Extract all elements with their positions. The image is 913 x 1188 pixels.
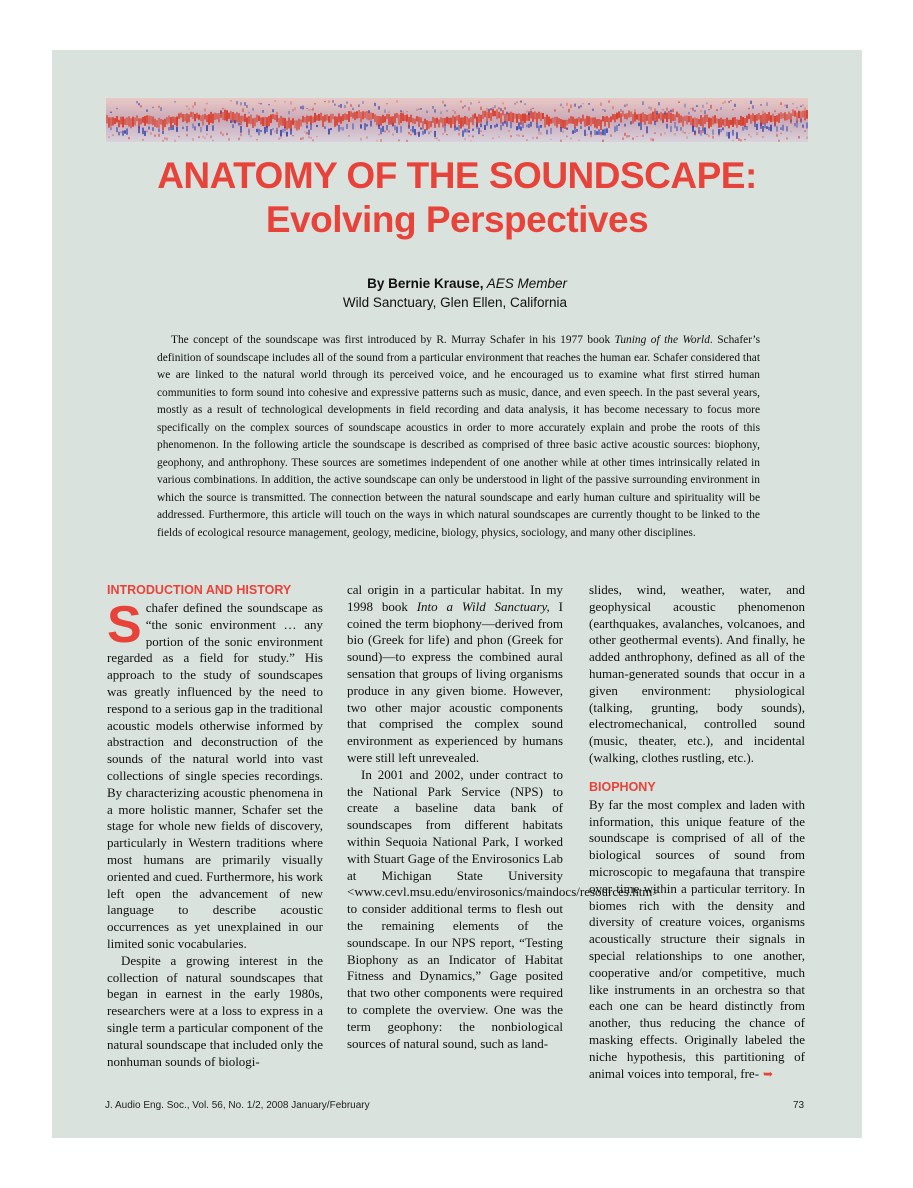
article-title [52, 154, 862, 242]
drop-cap: S [107, 596, 142, 654]
author-membership: AES Member [483, 276, 567, 291]
intro-paragraph-1: chafer defined the soundscape as “the sonic environment … any portion of the sonic environment regarded as a field for study.” His approach to the study of soundscapes was greatly influenced by the need to respond to a serious gap in the traditional acoustic models otherwise informed by abstraction and deconstruction of the sounds of the natural world into vast collections of single species recordings. By characterizing acoustic phenomena in a more holistic manner, Schafer set the stage for whole new fields of discovery, particularly in Western traditions where most humans are primarily visually oriented and cued. Furthermore, his work left open the advancement of new language to describe acoustic occurrences as yet unexplained in our limited sonic vocabularies. [107, 600, 323, 951]
section-heading-introduction: INTRODUCTION AND HISTORY [107, 583, 292, 597]
byline [52, 274, 567, 312]
paragraph [347, 582, 563, 767]
col2-paragraph-1a: cal origin in a particular habitat. In my 1998 book [347, 582, 563, 614]
column-1 [107, 582, 323, 1070]
paragraph [107, 596, 323, 953]
column-3 [589, 582, 805, 1082]
page-number: 73 [793, 1100, 805, 1111]
col3-paragraph-1: slides, wind, weather, water, and geophysical acoustic phenomenon (earthquakes, avalanches, volcanoes, and other geothermal events). And finally, he added anthrophony, defined as all of the human-generated sounds that occur in a given environment: physiological (talking, grunting, body sounds), electromechanical, controlled sound (music, theater, etc.), and incidental (walking, clothes rustling, etc.). [589, 582, 805, 765]
paragraph [589, 797, 805, 1083]
abstract-part-2: . Schafer’s definition of soundscape includes all of the sound from a particular environment that reaches the human ear. Schafer considered that we are linked to the natural world through its perceived voice, and he encouraged us to examine what first stirred human communities to form sound into cohesive and expressive patterns such as music, dance, and even speech. In the past several years, mostly as a result of technological developments in field recording and data analysis, it has become necessary to focus more specifically on the complex sources of soundscape acoustics in order to more accurately explain and probe the roots of this phenomenon. In the following article the soundscape is described as comprised of three basic active acoustic sources: biophony, geophony, and anthrophony. These sources are sometimes independent of one another while at other times intrinsically related in various combinations. In addition, the active soundscape can only be understood in light of the passive surrounding environment in which the source is transmitted. The connection between the natural soundscape and early human culture and spirituality will be addressed. Furthermore, this article will touch on the ways in which natural soundscapes are currently thought to be linked to the fields of ecological resource management, geology, medicine, biology, physics, sociology, and many other disciplines. [157, 334, 761, 539]
by-prefix: By [367, 276, 389, 291]
col2-book-title: Into a Wild Sanctuary, [416, 598, 550, 614]
abstract-part-1: The concept of the soundscape was first introduced by R. Murray Schafer in his 1977 book [171, 334, 615, 346]
section-heading-biophony: BIOPHONY [589, 779, 656, 794]
author-name: Bernie Krause, [388, 276, 484, 291]
footer-citation: J. Audio Eng. Soc., Vol. 56, No. 1/2, 2008 January/February [105, 1100, 370, 1111]
column-2 [347, 582, 660, 1052]
spectrogram-banner [106, 98, 808, 142]
col2-paragraph-1b: I coined the term biophony—derived from bio (Greek for life) and phon (Greek for sound)—to express the combined aural sensation that groups of living organisms produce in any given biome. However, two other major acoustic components that comprised the complex sound environment as experienced by humans were still left unrevealed. [347, 598, 563, 765]
author-affiliation: Wild Sanctuary, Glen Ellen, California [342, 295, 567, 310]
abstract [157, 332, 760, 542]
col2-paragraph-2: In 2001 and 2002, under contract to the National Park Service (NPS) to create a baseline data bank of soundscapes from different habitats within Sequoia National Park, I worked with Stuart Gage of the Envirosonics Lab at Michigan State University <www.cevl.msu.edu/envirosonics/maindocs/resources.htm> to consider additional terms to flesh out the remaining elements of the soundscape. In our NPS report, “Testing Biophony as an Indicator of Habitat Fitness and Dynamics,” Gage posited that two other components were required to complete the overview. One was the term geophony: the nonbiological sources of natural sound, such as land- [347, 766, 660, 1051]
author-line [52, 274, 567, 293]
continue-arrow-icon: ➥ [763, 1066, 774, 1081]
intro-paragraph-2: Despite a growing interest in the collection of natural soundscapes that began in earnest in the early 1980s, researchers were at a loss to express in a single term a particular component of the natural soundscape that included only the nonhuman sounds of biologi- [107, 952, 323, 1069]
journal-page [52, 50, 862, 1138]
abstract-book-title: Tuning of the World [614, 334, 710, 346]
title-line-2: Evolving Perspectives [265, 199, 649, 240]
title-line-1: ANATOMY OF THE SOUNDSCAPE: [157, 155, 757, 196]
col3-paragraph-2: By far the most complex and laden with information, this unique feature of the soundscape is comprised of all of the biological sources of sound from microscopic to megafauna that transpire over time within a particular territory. In biomes rich with the density and diversity of creature voices, organisms acoustically structure their signals in special relationships to one another, cooperative and/or competitive, much like instruments in an orchestra so that each one can be heard distinctly from another, thus reducing the chance of masking effects. Originally labeled the niche hypothesis, this partitioning of animal voices into temporal, fre- [589, 796, 805, 1081]
